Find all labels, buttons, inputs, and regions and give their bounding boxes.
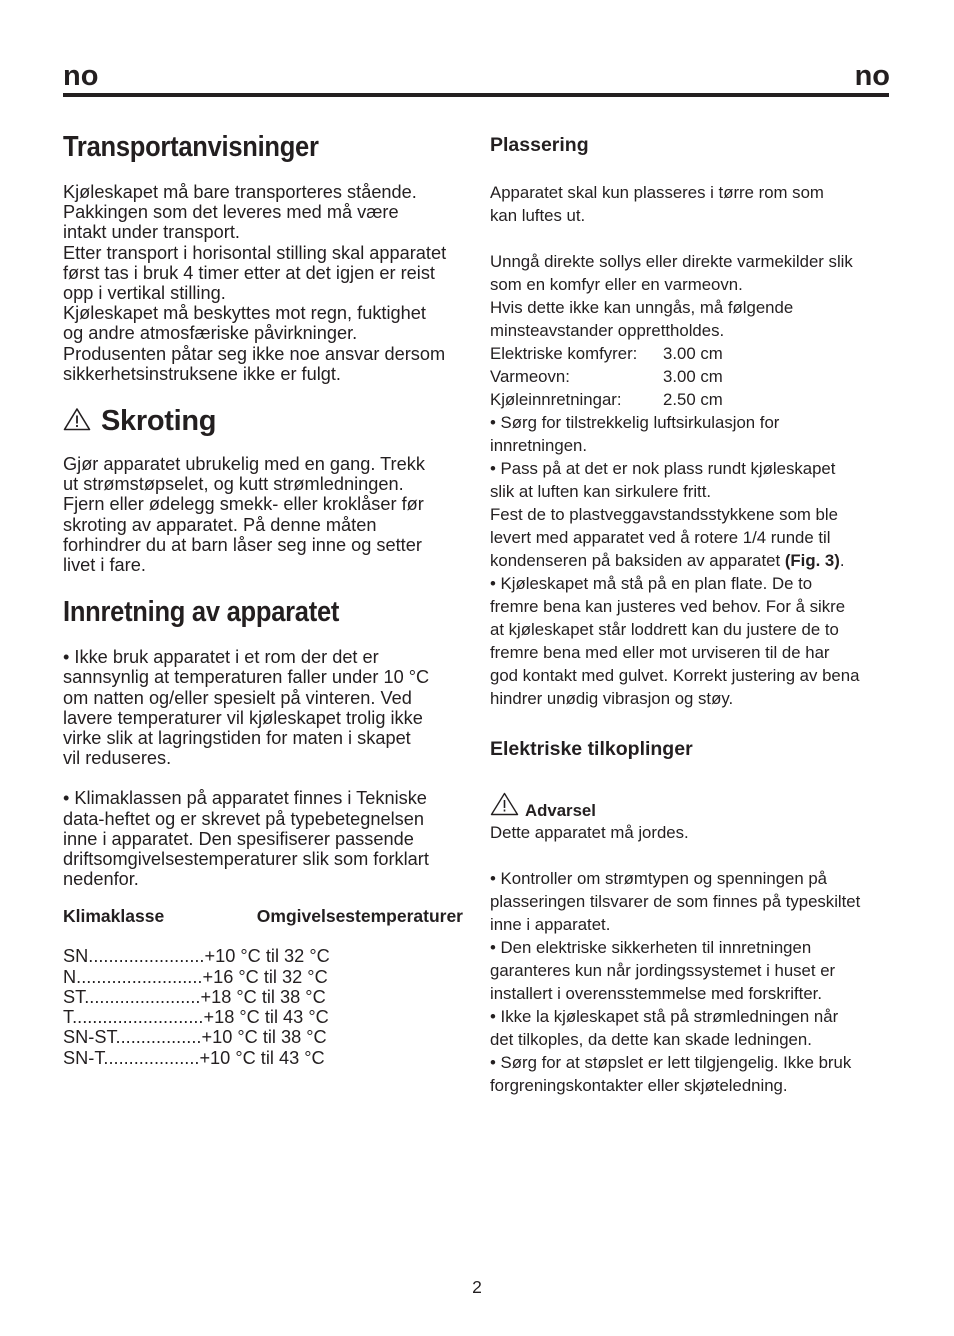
skroting-text bbox=[63, 454, 463, 575]
text-line bbox=[490, 595, 890, 618]
text-line bbox=[63, 829, 463, 849]
text-line-content: • Sørg for at støpslet er lett tilgjengelig. Ikke bruk bbox=[490, 1053, 852, 1072]
climate-table bbox=[63, 946, 463, 1067]
text-line-content: først tas i bruk 4 timer etter at det igjen er reist bbox=[63, 262, 435, 283]
plassering-intro bbox=[490, 181, 890, 227]
climate-range: +18 °C til 38 °C bbox=[200, 986, 326, 1007]
climate-dots: ....................... bbox=[88, 946, 205, 967]
text-line bbox=[63, 647, 463, 667]
climate-class: ST bbox=[63, 986, 85, 1007]
climate-range: +10 °C til 32 °C bbox=[204, 946, 330, 967]
climate-row bbox=[63, 1048, 463, 1068]
header-rule bbox=[63, 93, 889, 97]
text-line bbox=[63, 555, 463, 575]
text-line bbox=[490, 982, 890, 1005]
text-line-content: Gjør apparatet ubrukelig med en gang. Trekk bbox=[63, 454, 425, 475]
text-line-content: driftsomgivelsestemperaturer slik som forklart bbox=[63, 849, 429, 870]
text-line bbox=[63, 788, 463, 808]
climate-range: +10 °C til 43 °C bbox=[199, 1047, 325, 1068]
text-line bbox=[63, 494, 463, 514]
text-line bbox=[490, 936, 890, 959]
text-line bbox=[490, 503, 890, 526]
text-line-content: levert med apparatet ved å rotere 1/4 runde til bbox=[490, 528, 831, 547]
elektriske-text bbox=[490, 867, 890, 1097]
plassering-text-a bbox=[490, 250, 890, 342]
climate-class: SN-ST bbox=[63, 1027, 116, 1048]
text-line-content: skroting av apparatet. På denne måten bbox=[63, 514, 377, 535]
skroting-title: Skroting bbox=[101, 405, 217, 438]
warning-label: Advarsel bbox=[525, 801, 596, 820]
text-line-content: inne i apparatet. bbox=[490, 915, 611, 934]
text-line-content: Kjøleskapet må bare transporteres stående. bbox=[63, 182, 417, 202]
text-line bbox=[490, 526, 890, 549]
text-line bbox=[490, 687, 890, 710]
right-column bbox=[490, 133, 890, 1097]
climate-dots: ................. bbox=[115, 1027, 202, 1048]
text-line bbox=[490, 1005, 890, 1028]
text-line bbox=[490, 181, 890, 204]
text-line bbox=[63, 708, 463, 728]
text-line bbox=[63, 222, 463, 242]
text-line bbox=[63, 303, 463, 323]
text-line-content: garanteres kun når jordingssystemet i huset er bbox=[490, 961, 836, 980]
text-line-content: • Kontroller om strømtypen og spenningen på bbox=[490, 869, 828, 888]
fig-reference-line bbox=[490, 549, 890, 572]
header-language-left: no bbox=[63, 60, 99, 92]
text-line-content: • Ikke la kjøleskapet stå på strømledningen når bbox=[490, 1007, 839, 1026]
fig-ref: (Fig. 3) bbox=[784, 551, 840, 570]
climate-row bbox=[63, 1027, 463, 1047]
text-line bbox=[63, 344, 463, 364]
text-line bbox=[490, 434, 890, 457]
text-line-content: Fest de to plastveggavstandsstykkene som ble bbox=[490, 505, 838, 524]
text-line-content: plasseringen tilsvarer de som finnes på typeskiltet bbox=[490, 892, 861, 911]
text-line-content: • Kjøleskapet må stå på en plan flate. De to bbox=[490, 574, 813, 593]
page-number: 2 bbox=[472, 1277, 482, 1297]
text-line bbox=[63, 243, 463, 263]
climate-range: +18 °C til 43 °C bbox=[203, 1007, 329, 1028]
climate-row bbox=[63, 967, 463, 987]
text-line bbox=[490, 1028, 890, 1051]
distance-label: Varmeovn: bbox=[490, 367, 570, 386]
text-line bbox=[63, 515, 463, 535]
text-line bbox=[490, 1074, 890, 1097]
left-column bbox=[63, 128, 463, 1068]
text-line-content: fremre bena med eller mot urviseren til de har bbox=[490, 643, 830, 662]
climate-dots: .......................... bbox=[72, 1007, 204, 1028]
text-line bbox=[490, 250, 890, 273]
elektriske-title: Elektriske tilkoplinger bbox=[490, 738, 693, 760]
text-line-content: nedenfor. bbox=[63, 869, 139, 890]
text-line-content: livet i fare. bbox=[63, 555, 146, 576]
text-line-content: Produsenten påtar seg ikke noe ansvar dersom bbox=[63, 343, 446, 364]
text-line bbox=[63, 849, 463, 869]
text-line bbox=[490, 641, 890, 664]
text-line-content: at kjøleskapet står loddrett kan du justere de to bbox=[490, 620, 839, 639]
text-line-content: som en komfyr eller en varmeovn. bbox=[490, 275, 743, 294]
climate-class: SN-T bbox=[63, 1047, 104, 1068]
text-line-content: Apparatet skal kun plasseres i tørre rom som bbox=[490, 183, 824, 202]
text-line-content: • Klimaklassen på apparatet finnes i Tekniske bbox=[63, 788, 427, 809]
text-line-content: Pakkingen som det leveres med må være bbox=[63, 202, 399, 223]
text-line-content: Unngå direkte sollys eller direkte varmekilder slik bbox=[490, 252, 853, 271]
distance-row bbox=[490, 342, 890, 365]
distance-value: 3.00 cm bbox=[663, 367, 723, 386]
text-line-content: • Pass på at det er nok plass rundt kjøleskapet bbox=[490, 459, 836, 478]
fig-line-wrap bbox=[490, 549, 845, 572]
text-line bbox=[63, 728, 463, 748]
warning-small-icon bbox=[490, 792, 519, 821]
fig-line-post: . bbox=[839, 551, 845, 570]
text-line-content: minsteavstander opprettholdes. bbox=[490, 321, 725, 340]
skroting-heading bbox=[63, 402, 463, 440]
text-line-content: lavere temperaturer vil kjøleskapet trolig ikke bbox=[63, 707, 423, 728]
climate-class: SN bbox=[63, 946, 89, 967]
climate-range: +10 °C til 38 °C bbox=[201, 1027, 327, 1048]
transport-title: Transportanvisninger bbox=[63, 131, 319, 163]
text-line bbox=[490, 618, 890, 641]
text-line bbox=[63, 535, 463, 555]
text-line-content: god kontakt med gulvet. Korrekt justering av bena bbox=[490, 666, 860, 685]
innretning-title: Innretning av apparatet bbox=[63, 596, 340, 629]
text-line-content: sikkerhetsinstruksene ikke er fulgt. bbox=[63, 363, 341, 384]
text-line-content: sannsynlig at temperaturen faller under 10 °C bbox=[63, 667, 430, 688]
text-line-content: Etter transport i horisontal stilling skal apparatet bbox=[63, 242, 447, 263]
climate-class: N bbox=[63, 966, 77, 987]
text-line bbox=[63, 263, 463, 283]
text-line bbox=[490, 204, 890, 227]
distance-value: 3.00 cm bbox=[663, 344, 723, 363]
text-line bbox=[490, 890, 890, 913]
climate-class: T bbox=[63, 1007, 73, 1028]
climate-dots: ......................... bbox=[76, 966, 203, 987]
text-line bbox=[490, 296, 890, 319]
text-line-content: Fjern eller ødelegg smekk- eller kroklåser før bbox=[63, 494, 424, 515]
text-line bbox=[490, 959, 890, 982]
header-language-right: no bbox=[854, 60, 890, 92]
text-line-content: og andre atmosfæriske påvirkninger. bbox=[63, 323, 358, 344]
text-line bbox=[63, 182, 463, 202]
text-line-content: fremre bena kan justeres ved behov. For å sikre bbox=[490, 597, 846, 616]
plassering-title: Plassering bbox=[490, 134, 589, 156]
distance-label: Elektriske komfyrer: bbox=[490, 344, 638, 363]
distance-row bbox=[490, 388, 890, 411]
climate-row bbox=[63, 1007, 463, 1027]
climate-row bbox=[63, 946, 463, 966]
text-line-content: opp i vertikal stilling. bbox=[63, 283, 226, 304]
text-line bbox=[63, 202, 463, 222]
text-line-content: installert i overensstemmelse med forskrifter. bbox=[490, 984, 823, 1003]
innretning-para2 bbox=[63, 788, 463, 889]
climate-header-class: Klimaklasse bbox=[63, 906, 165, 927]
text-line-content: • Ikke bruk apparatet i et rom der det er bbox=[63, 647, 379, 668]
innretning-para1 bbox=[63, 647, 463, 768]
text-line-content: hindrer unødig vibrasjon og støy. bbox=[490, 689, 734, 708]
text-line bbox=[63, 283, 463, 303]
text-line-content: inne i apparatet. Den spesifiserer passende bbox=[63, 828, 414, 849]
text-line bbox=[63, 474, 463, 494]
distance-table bbox=[490, 342, 890, 411]
text-line bbox=[63, 454, 463, 474]
distance-row bbox=[490, 365, 890, 388]
transport-text bbox=[63, 182, 463, 384]
warning-heading bbox=[490, 792, 890, 821]
plassering-text-c bbox=[490, 572, 890, 710]
text-line-content: ut strømstøpselet, og kutt strømledningen. bbox=[63, 474, 404, 495]
distance-label: Kjøleinnretningar: bbox=[490, 390, 622, 409]
text-line bbox=[490, 480, 890, 503]
text-line bbox=[63, 688, 463, 708]
text-line-content: intakt under transport. bbox=[63, 222, 240, 243]
text-line bbox=[63, 748, 463, 768]
warning-text bbox=[490, 821, 890, 844]
distance-value: 2.50 cm bbox=[663, 390, 723, 409]
warning-icon bbox=[63, 407, 91, 436]
text-line-content: Kjøleskapet må beskyttes mot regn, fuktighet bbox=[63, 303, 426, 324]
text-line-content: forhindrer du at barn låser seg inne og setter bbox=[63, 534, 422, 555]
text-line bbox=[63, 809, 463, 829]
climate-row bbox=[63, 987, 463, 1007]
text-line-content: Hvis dette ikke kan unngås, må følgende bbox=[490, 298, 794, 317]
text-line bbox=[490, 273, 890, 296]
text-line bbox=[490, 867, 890, 890]
climate-header-temperature: Omgivelsestemperaturer bbox=[256, 906, 463, 927]
warning-text-content: Dette apparatet må jordes. bbox=[490, 823, 689, 842]
text-line bbox=[490, 1051, 890, 1074]
text-line bbox=[63, 364, 463, 384]
text-line bbox=[490, 319, 890, 342]
climate-dots: ................... bbox=[103, 1047, 200, 1068]
text-line bbox=[63, 869, 463, 889]
text-line bbox=[490, 664, 890, 687]
climate-dots: ....................... bbox=[84, 986, 201, 1007]
climate-table-header bbox=[63, 905, 463, 927]
climate-range: +16 °C til 32 °C bbox=[202, 966, 328, 987]
text-line bbox=[490, 572, 890, 595]
text-line-content: forgreningskontakter eller skjøteledning. bbox=[490, 1076, 788, 1095]
text-line-content: kan luftes ut. bbox=[490, 206, 586, 225]
text-line bbox=[490, 457, 890, 480]
text-line bbox=[63, 667, 463, 687]
text-line-content: vil reduseres. bbox=[63, 748, 172, 769]
text-line-content: data-heftet og er skrevet på typebetegnelsen bbox=[63, 808, 424, 829]
fig-line-pre: kondenseren på baksiden av apparatet bbox=[490, 551, 785, 570]
text-line bbox=[490, 913, 890, 936]
text-line-content: • Den elektriske sikkerheten til innretningen bbox=[490, 938, 812, 957]
text-line-content: innretningen. bbox=[490, 436, 588, 455]
text-line-content: • Sørg for tilstrekkelig luftsirkulasjon for bbox=[490, 413, 780, 432]
text-line bbox=[490, 411, 890, 434]
plassering-text-b bbox=[490, 411, 890, 549]
text-line bbox=[63, 323, 463, 343]
text-line-content: om natten og/eller spesielt på vinteren. Ved bbox=[63, 687, 412, 708]
text-line-content: virke slik at lagringstiden for maten i skapet bbox=[63, 728, 411, 749]
text-line-content: det tilkoples, da dette kan skade ledningen. bbox=[490, 1030, 812, 1049]
text-line-content: slik at luften kan sirkulere fritt. bbox=[490, 482, 712, 501]
